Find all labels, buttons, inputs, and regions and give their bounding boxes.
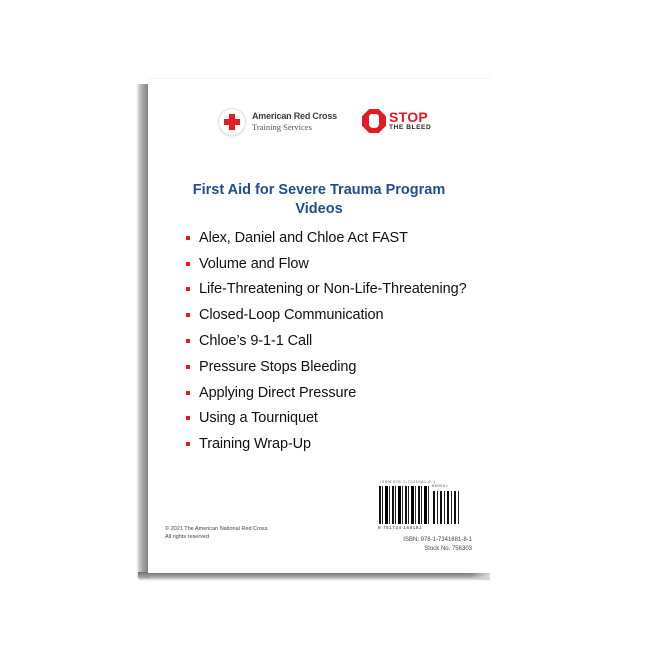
list-item: Chloe’s 9-1-1 Call [186,328,467,354]
bullet-icon [186,391,190,395]
barcode-top-digits: ISBN 978-1-7341681-8-1 [380,479,436,484]
list-item: Pressure Stops Bleeding [186,354,467,380]
barcode-addon-digits: 90000> [432,483,449,488]
bullet-icon [186,236,190,240]
stb-logo-the-bleed: THE BLEED [389,124,432,132]
bullet-icon [186,339,190,343]
american-red-cross-logo [219,109,337,135]
list-item: Closed-Loop Communication [186,302,467,328]
bullet-icon [186,262,190,266]
list-item: Training Wrap-Up [186,431,467,457]
stock-number: Stock No. 756303 [424,546,472,552]
bullet-icon [186,287,190,291]
list-item: Applying Direct Pressure [186,380,467,406]
list-item: Using a Tourniquet [186,406,467,432]
arc-logo-name: American Red Cross [252,111,337,122]
bullet-icon [186,313,190,317]
copyright-notice: © 2021 The American National Red Cross. All rights reserved [165,526,269,540]
stb-logo-stop: STOP [389,109,429,126]
bullet-icon [186,416,190,420]
booklet-title [148,181,490,219]
video-list [186,225,467,457]
title-line-2: Videos [295,201,343,217]
barcode-bars-addon [433,491,461,524]
arc-logo-subtitle: Training Services [252,122,312,133]
list-item: Life-Threatening or Non-Life-Threatening? [186,277,467,303]
stop-the-bleed-logo [362,109,431,133]
title-line-1: First Aid for Severe Trauma Program [192,182,446,198]
booklet-shadow-bottom [138,572,490,581]
list-item: Alex, Daniel and Chloe Act FAST [186,225,467,251]
isbn-number: ISBN: 978-1-7341681-8-1 [403,537,472,543]
booklet-back-cover [148,78,490,573]
list-item: Volume and Flow [186,251,467,277]
red-cross-icon [219,109,245,135]
barcode-bars-main [379,486,429,524]
barcode [377,479,465,539]
barcode-bottom-digits: 9 781734 168181 [378,525,423,530]
stop-hand-icon [362,109,386,133]
isbn-block [403,536,472,554]
bullet-icon [186,442,190,446]
logo-row [148,107,490,143]
bullet-icon [186,365,190,369]
